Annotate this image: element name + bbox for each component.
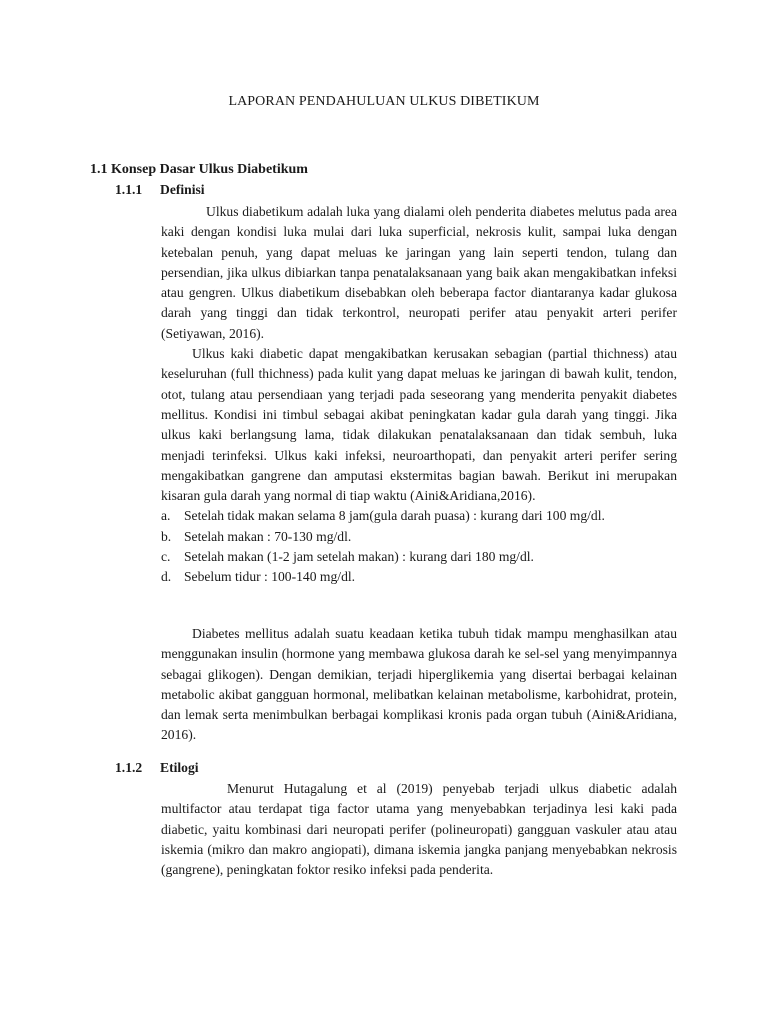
diabetes-body <box>161 624 677 746</box>
list-item-text: Setelah tidak makan selama 8 jam(gula darah puasa) : kurang dari 100 mg/dl. <box>184 508 605 524</box>
subsection-heading-etilogi <box>115 760 199 776</box>
subsection-number: 1.1.2 <box>115 760 143 775</box>
glucose-range-list <box>161 506 677 587</box>
section-heading: 1.1 Konsep Dasar Ulkus Diabetikum <box>90 162 308 177</box>
list-item <box>161 567 677 587</box>
document-title: LAPORAN PENDAHULUAN ULKUS DIBETIKUM <box>228 94 540 109</box>
paragraph: Ulkus diabetikum adalah luka yang dialami oleh penderita diabetes melutus pada area kaki dengan kondisi luka mulai dari luka superficial, nekrosis kulit, sampai luka dengan ketebalan penuh, yang dapat meluas ke jaringan yang lain seperti tendon, tulang dan persendian, jika ulkus dibiarkan tanpa penatalaksanaan yang baik akan mengakibatkan infeksi atau gengren. Ulkus diabetikum disebabkan oleh beberapa factor diantaranya kadar glukosa darah yang tinggi dan tidak terkontrol, neuropati perifer atau penyakit arteri perifer (Setiyawan, 2016). <box>161 204 677 341</box>
subsection-number: 1.1.1 <box>115 182 143 197</box>
list-item <box>161 506 677 526</box>
list-item <box>161 547 677 567</box>
list-item-text: Setelah makan (1-2 jam setelah makan) : kurang dari 180 mg/dl. <box>184 549 534 565</box>
list-item <box>161 527 677 547</box>
subsection-title: Definisi <box>160 182 205 197</box>
definisi-body <box>161 202 677 588</box>
paragraph: Menurut Hutagalung et al (2019) penyebab terjadi ulkus diabetic adalah multifactor atau terdapat tiga factor utama yang menyebabkan terjadinya lesi kaki pada diabetic, yaitu kombinasi dari neuropati perifer (polineuropati) gangguan vaskuler atau atau iskemia (mikro dan makro angiopati), dimana iskemia jangka panjang menyebabkan nekrosis (gangrene), peningkatan foktor resiko infeksi pada penderita. <box>161 781 677 878</box>
subsection-title: Etilogi <box>160 760 199 775</box>
list-item-text: Sebelum tidur : 100-140 mg/dl. <box>184 569 356 585</box>
list-marker: d. <box>161 569 172 585</box>
list-item-text: Setelah makan : 70-130 mg/dl. <box>184 528 352 544</box>
etilogi-body <box>161 779 677 880</box>
paragraph: Diabetes mellitus adalah suatu keadaan ketika tubuh tidak mampu menghasilkan atau menggunakan insulin (hormone yang membawa glukosa darah ke sel-sel yang menyimpannya sebagai glikogen). Dengan demikian, terjadi hiperglikemia yang disertai berbagai kelainan metabolic akibat gangguan hormonal, melibatkan kelainan metabolisme, karbohidrat, protein, dan lemak serta menimbulkan berbagai komplikasi kronis pada organ tubuh (Aini&Aridiana, 2016). <box>161 626 677 743</box>
paragraph: Ulkus kaki diabetic dapat mengakibatkan kerusakan sebagian (partial thichness) atau keseluruhan (full thichness) pada kulit yang dapat meluas ke jaringan di bawah kulit, tendon, otot, tulang atau persendiaan yang terjadi pada seseorang yang menderita penyakit diabetes mellitus. Kondisi ini timbul sebagai akibat peningkatan kadar gula darah yang tinggi. Jika ulkus kaki berlangsung lama, tidak dilakukan penatalaksanaan dan tidak sembuh, luka menjadi terinfeksi. Ulkus kaki infeksi, neuroarthopati, dan penyakit arteri perifer sering mengakibatkan gangrene dan amputasi ekstermitas bagian bawah. Berikut ini merupakan kisaran gula darah yang normal di tiap waktu (Aini&Aridiana,2016). <box>161 346 677 504</box>
list-marker: c. <box>161 549 171 565</box>
list-marker: b. <box>161 528 172 544</box>
subsection-heading-definisi <box>115 182 205 198</box>
list-marker: a. <box>161 508 171 524</box>
